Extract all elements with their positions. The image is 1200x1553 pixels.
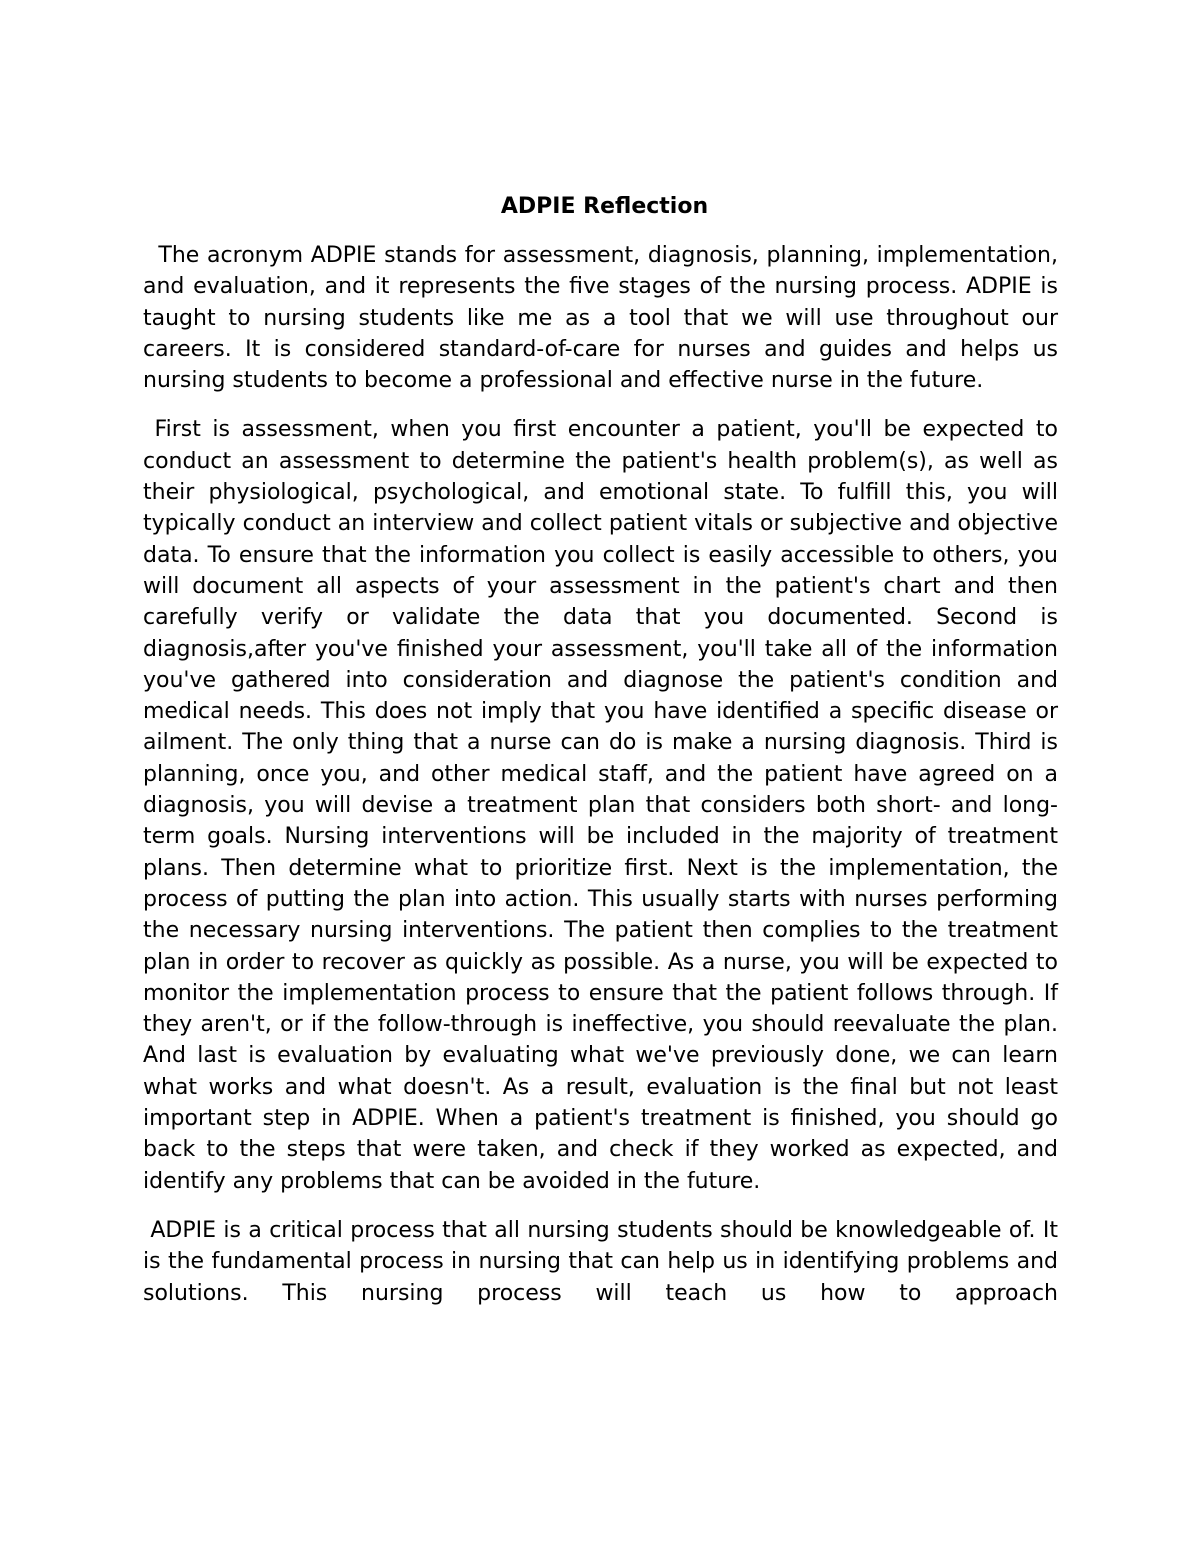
paragraph-conclusion: ADPIE is a critical process that all nursing students should be knowledgeable of. It is the fundamental process in nursing that can help us in identifying problems and solutions. This nursing process will teach us how to approach [143,1217,1058,1306]
document-body [143,190,1058,1309]
document-title: ADPIE Reflection [500,194,709,219]
paragraph-intro: The acronym ADPIE stands for assessment, diagnosis, planning, implementation, and evaluation, and it represents the five stages of the nursing process. ADPIE is taught to nursing students like me as a tool that we will use throughout our careers. It is considered standard-of-care for nurses and guides and helps us nursing students to become a professional and effective nurse in the future. [143,243,1058,394]
paragraph-stages: First is assessment, when you first encounter a patient, you'll be expected to conduct an assessment to determine the patient's health problem(s), as well as their physiological, psychological, and emotional state. To fulfill this, you will typically conduct an interview and collect patient vitals or subjective and objective data. To ensure that the information you collect is easily accessible to others, you will document all aspects of your assessment in the patient's chart and then carefully verify or validate the data that you documented. Second is diagnosis,after you've finished your assessment, you'll take all of the information you've gathered into consideration and diagnose the patient's condition and medical needs. This does not imply that you have identified a specific disease or ailment. The only thing that a nurse can do is make a nursing diagnosis. Third is planning, once you, and other medical staff, and the patient have agreed on a diagnosis, you will devise a treatment plan that considers both short- and long-term goals. Nursing interventions will be included in the majority of treatment plans. Then determine what to prioritize first. Next is the implementation, the process of putting the plan into action. This usually starts with nurses performing the necessary nursing interventions. The patient then complies to the treatment plan in order to recover as quickly as possible. As a nurse, you will be expected to monitor the implementation process to ensure that the patient follows through. If they aren't, or if the follow-through is ineffective, you should reevaluate the plan. And last is evaluation by evaluating what we've previously done, we can learn what works and what doesn't. As a result, evaluation is the final but not least important step in ADPIE. When a patient's treatment is finished, you should go back to the steps that were taken, and check if they worked as expected, and identify any problems that can be avoided in the future. [143,417,1058,1194]
